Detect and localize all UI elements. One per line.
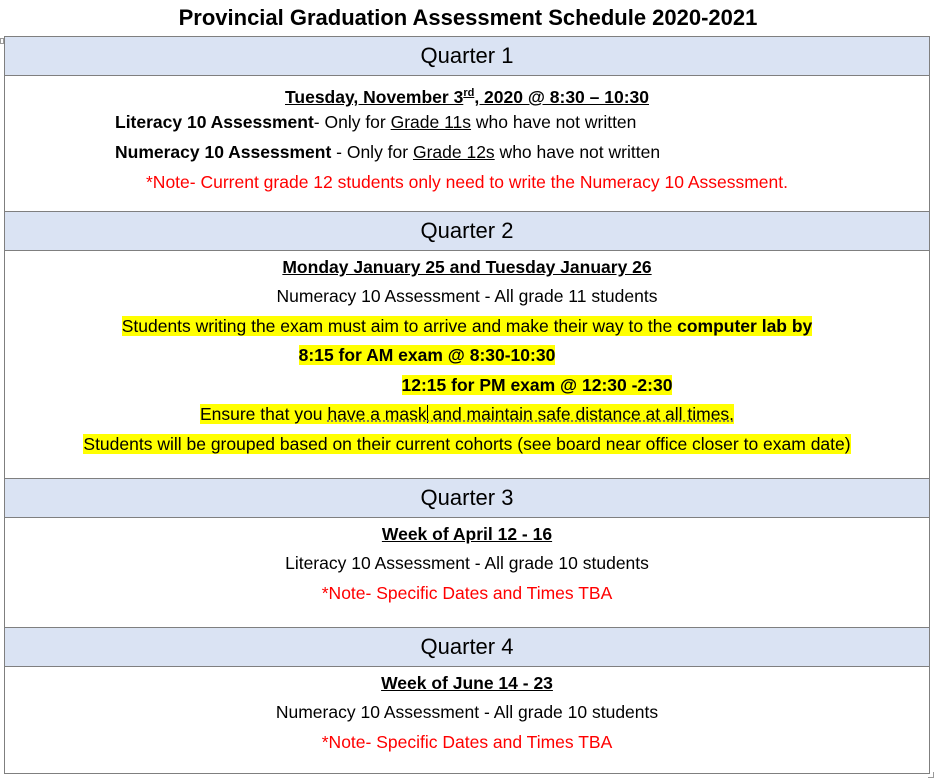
quarter-3-date-line bbox=[5, 522, 929, 546]
quarter-2-am-exam: 8:15 for AM exam @ 8:30-10:30 bbox=[298, 345, 556, 365]
quarter-2-arrive-text: Students writing the exam must aim to arrive and make their way to the bbox=[121, 316, 678, 336]
quarter-2-mask-pre: Ensure that you bbox=[199, 404, 328, 424]
quarter-1-literacy-line bbox=[115, 110, 915, 134]
quarter-2-mask-b: and maintain safe distance at all times. bbox=[427, 404, 735, 424]
quarter-1-literacy-grade: Grade 11s bbox=[390, 112, 472, 132]
quarter-2-pm-line bbox=[75, 373, 936, 397]
quarter-2-arrive-highlight bbox=[122, 316, 813, 336]
quarter-2-header: Quarter 2 bbox=[5, 211, 929, 251]
quarter-4-assessment: Numeracy 10 Assessment - All grade 10 students bbox=[275, 702, 659, 722]
quarter-3-assessment: Literacy 10 Assessment - All grade 10 students bbox=[285, 553, 649, 573]
quarter-3-header: Quarter 3 bbox=[5, 478, 929, 518]
quarter-1-numeracy-tail: who have not written bbox=[494, 142, 661, 162]
quarter-2-date: Monday January 25 and Tuesday January 26 bbox=[282, 257, 652, 277]
quarter-1-literacy-title: Literacy 10 Assessment bbox=[115, 112, 314, 132]
quarter-1-literacy-mid: - Only for bbox=[313, 112, 391, 132]
quarter-1-date-main: Tuesday, November 3 bbox=[285, 86, 464, 107]
quarter-1-date-tail: , 2020 @ 8:30 – 10:30 bbox=[474, 86, 649, 107]
quarter-2-am-line bbox=[0, 343, 889, 367]
quarter-2-mask-a: have a mask bbox=[327, 404, 427, 424]
quarter-1-numeracy-grade: Grade 12s bbox=[412, 142, 495, 162]
quarter-2-mask-highlight bbox=[200, 404, 734, 424]
quarter-4-header: Quarter 4 bbox=[5, 627, 929, 667]
schedule-table bbox=[4, 36, 930, 774]
quarter-2-arrive-bold: computer lab by bbox=[677, 316, 813, 336]
quarter-2-cohorts: Students will be grouped based on their current cohorts (see board near office closer to exam date) bbox=[83, 434, 851, 454]
quarter-1-note: *Note- Current grade 12 students only need to write the Numeracy 10 Assessment. bbox=[146, 172, 788, 192]
quarter-2-mask-line bbox=[5, 402, 929, 426]
quarter-2-pm-exam: 12:15 for PM exam @ 12:30 -2:30 bbox=[401, 375, 673, 395]
table-resize-handle[interactable] bbox=[928, 772, 934, 778]
quarter-3-date: Week of April 12 - 16 bbox=[381, 524, 553, 544]
quarter-1-numeracy-title: Numeracy 10 Assessment bbox=[115, 142, 332, 162]
quarter-2-assessment: Numeracy 10 Assessment - All grade 11 students bbox=[276, 286, 658, 306]
quarter-1-date bbox=[5, 81, 929, 109]
quarter-4-date-line bbox=[5, 671, 929, 695]
quarter-2-date-line bbox=[5, 255, 929, 279]
quarter-1-numeracy-mid: - Only for bbox=[331, 142, 413, 162]
quarter-2-cohorts-line bbox=[5, 432, 929, 456]
quarter-1-header: Quarter 1 bbox=[5, 37, 929, 76]
document-title: Provincial Graduation Assessment Schedule 2020-2021 bbox=[178, 5, 758, 30]
quarter-1-numeracy-line bbox=[115, 140, 915, 164]
quarter-1-literacy-tail: who have not written bbox=[471, 112, 637, 132]
quarter-2-arrive-line bbox=[5, 314, 929, 338]
quarter-1-date-sup: rd bbox=[463, 87, 475, 99]
quarter-3-note: *Note- Specific Dates and Times TBA bbox=[321, 583, 613, 603]
quarter-4-date: Week of June 14 - 23 bbox=[381, 673, 553, 693]
quarter-4-note: *Note- Specific Dates and Times TBA bbox=[321, 732, 613, 752]
